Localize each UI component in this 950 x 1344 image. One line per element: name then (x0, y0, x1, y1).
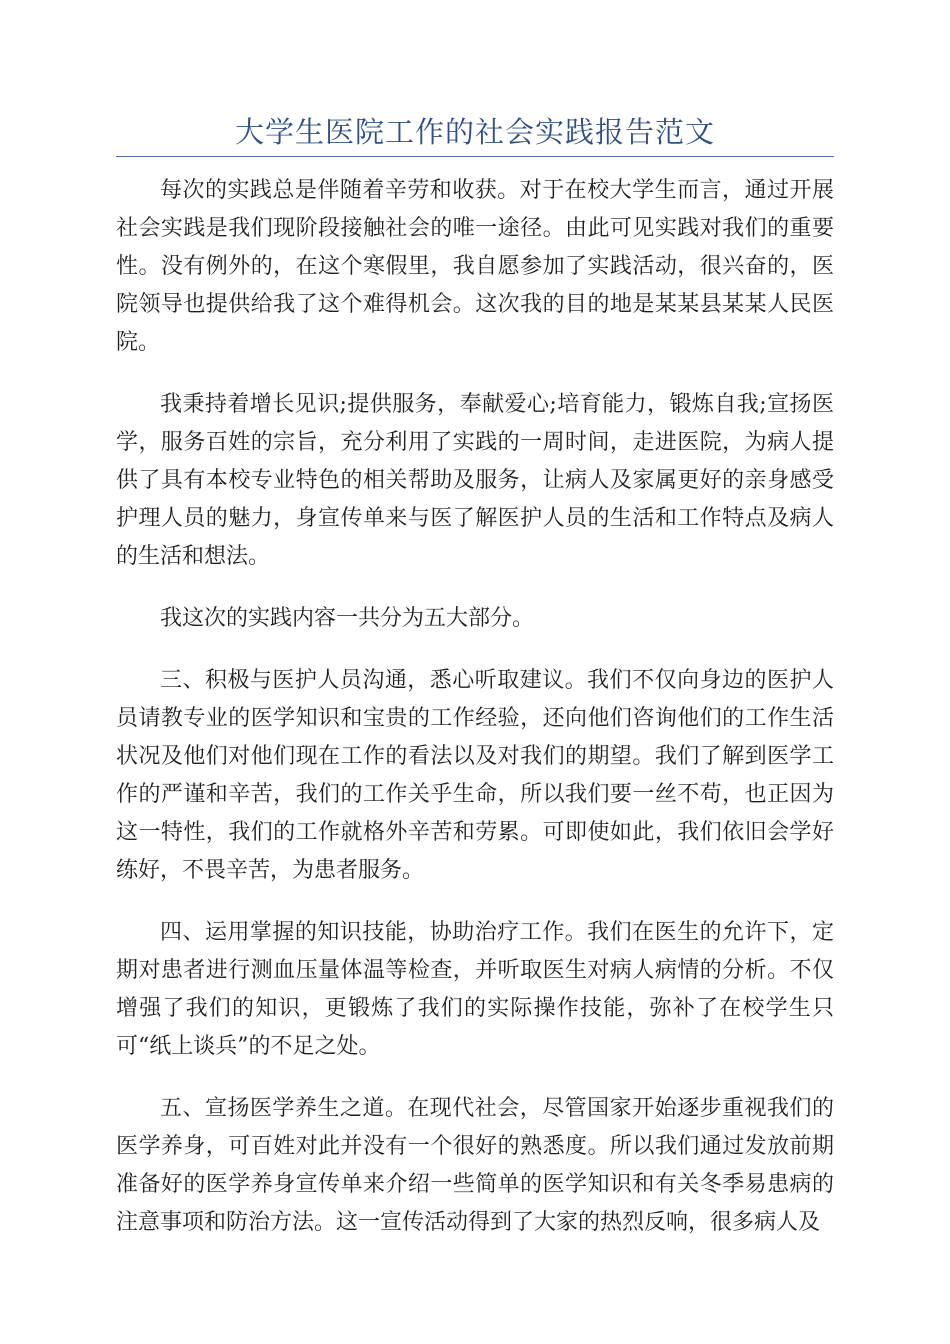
document-body (116, 172, 834, 1266)
paragraph-4: 三、积极与医护人员沟通，悉心听取建议。我们不仅向身边的医护人员请教专业的医学知识和宝贵的工作经验，还向他们咨询他们的工作生活状况及他们对他们现在工作的看法以及对我们的期望。我们了解到医学工作的严谨和辛苦，我们的工作关乎生命，所以我们要一丝不苟，也正因为这一特性，我们的工作就格外辛苦和劳累。可即使如此，我们依旧会学好练好，不畏辛苦，为患者服务。 (116, 668, 834, 883)
document-title: 大学生医院工作的社会实践报告范文 (234, 115, 715, 149)
paragraph-3: 我这次的实践内容一共分为五大部分。 (160, 606, 535, 631)
title-block (116, 112, 834, 157)
paragraph-5: 四、运用掌握的知识技能，协助治疗工作。我们在医生的允许下，定期对患者进行测血压量体温等检查，并听取医生对病人病情的分析。不仅增强了我们的知识，更锻炼了我们的实际操作技能，弥补了在校学生只可“纸上谈兵”的不足之处。 (116, 920, 834, 1059)
paragraph-1: 每次的实践总是伴随着辛劳和收获。对于在校大学生而言，通过开展社会实践是我们现阶段接触社会的唯一途径。由此可见实践对我们的重要性。没有例外的，在这个寒假里，我自愿参加了实践活动，很兴奋的，医院领导也提供给我了这个难得机会。这次我的目的地是某某县某某人民医院。 (116, 178, 834, 355)
paragraph-6: 五、宣扬医学养生之道。在现代社会，尽管国家开始逐步重视我们的医学养身，可百姓对此并没有一个很好的熟悉度。所以我们通过发放前期准备好的医学养身宣传单来介绍一些简单的医学知识和有关冬季易患病的注意事项和防治方法。这一宣传活动得到了大家的热烈反响，很多病人及 (116, 1096, 834, 1235)
paragraph-2: 我秉持着增长见识;提供服务，奉献爱心;培育能力，锻炼自我;宣扬医学，服务百姓的宗旨，充分利用了实践的一周时间，走进医院，为病人提供了具有本校专业特色的相关帮助及服务，让病人及家属更好的亲身感受护理人员的魅力，身宣传单来与医了解医护人员的生活和工作特点及病人的生活和想法。 (116, 392, 834, 569)
